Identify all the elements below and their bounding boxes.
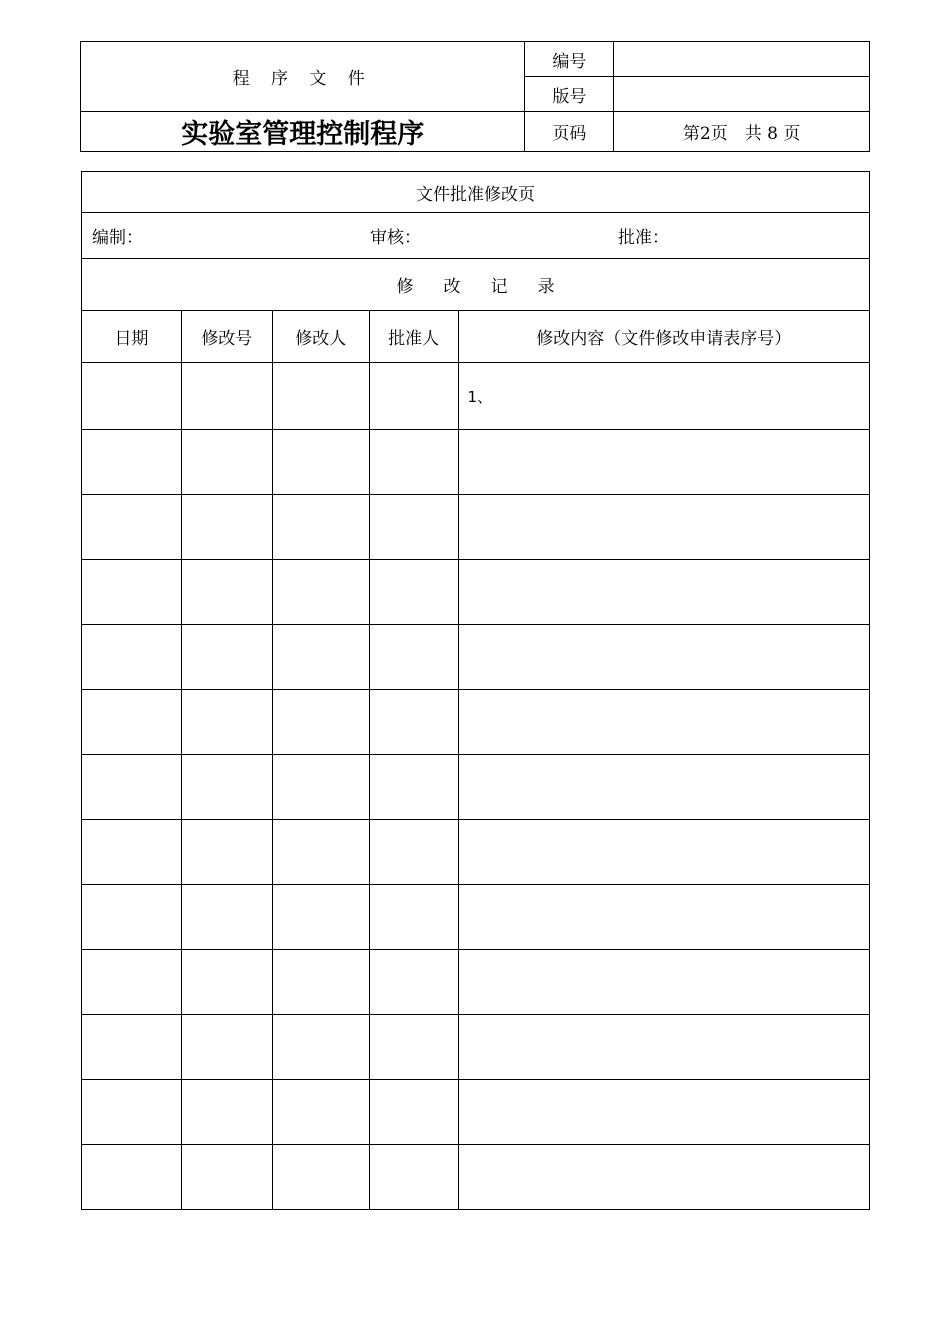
approved-by-label: 批准： — [618, 228, 669, 248]
approver-cell — [369, 495, 458, 560]
table-row — [82, 363, 870, 430]
revision-no-cell — [181, 1145, 272, 1210]
revision-no-cell — [181, 363, 272, 430]
approver-cell — [369, 755, 458, 820]
table-row — [82, 1080, 870, 1145]
revision-no-cell — [181, 755, 272, 820]
date-cell — [82, 430, 182, 495]
content-cell — [458, 1015, 869, 1080]
approver-cell — [369, 1080, 458, 1145]
content-cell — [458, 885, 869, 950]
reviser-cell — [272, 560, 369, 625]
revision-no-cell — [181, 950, 272, 1015]
column-header-reviser: 修改人 — [272, 311, 369, 363]
revision-no-cell — [181, 625, 272, 690]
page-number: 第2页 共 8 页 — [614, 112, 870, 152]
date-cell — [82, 560, 182, 625]
table-row — [82, 1145, 870, 1210]
reviser-cell — [272, 495, 369, 560]
reviser-cell — [272, 1015, 369, 1080]
reviser-cell — [272, 1080, 369, 1145]
content-cell — [458, 625, 869, 690]
date-cell — [82, 1080, 182, 1145]
date-cell — [82, 1015, 182, 1080]
reviser-cell — [272, 430, 369, 495]
date-cell — [82, 820, 182, 885]
number-label: 编号 — [525, 42, 614, 77]
table-row — [82, 560, 870, 625]
approval-revision-table — [81, 171, 870, 1210]
revision-no-cell — [181, 430, 272, 495]
content-cell — [458, 495, 869, 560]
date-cell — [82, 885, 182, 950]
column-header-content: 修改内容（文件修改申请表序号） — [458, 311, 869, 363]
date-cell — [82, 495, 182, 560]
revision-no-cell — [181, 1080, 272, 1145]
table-row — [82, 690, 870, 755]
column-header-revision-no: 修改号 — [181, 311, 272, 363]
table-row — [82, 430, 870, 495]
content-cell — [458, 560, 869, 625]
version-label: 版号 — [525, 77, 614, 112]
document-title: 实验室管理控制程序 — [81, 112, 525, 152]
table-row — [82, 1015, 870, 1080]
content-cell — [458, 690, 869, 755]
table-row — [82, 495, 870, 560]
date-cell — [82, 1145, 182, 1210]
approver-cell — [369, 625, 458, 690]
approver-cell — [369, 820, 458, 885]
reviewed-by-label: 审核： — [370, 228, 421, 248]
document-header-table — [80, 41, 870, 152]
reviser-cell — [272, 690, 369, 755]
content-cell — [458, 1080, 869, 1145]
date-cell — [82, 690, 182, 755]
approver-cell — [369, 363, 458, 430]
content-cell — [458, 820, 869, 885]
date-cell — [82, 950, 182, 1015]
reviser-cell — [272, 820, 369, 885]
revision-column-headers — [82, 311, 870, 363]
page-label: 页码 — [525, 112, 614, 152]
revision-no-cell — [181, 885, 272, 950]
approval-signature-row — [82, 213, 870, 259]
reviser-cell — [272, 1145, 369, 1210]
content-cell — [458, 755, 869, 820]
column-header-approver: 批准人 — [369, 311, 458, 363]
reviser-cell — [272, 950, 369, 1015]
content-cell — [458, 1145, 869, 1210]
table-row — [82, 625, 870, 690]
version-value — [614, 77, 870, 112]
table-row — [82, 755, 870, 820]
number-value — [614, 42, 870, 77]
approver-cell — [369, 430, 458, 495]
revision-record-title: 修改记录 — [82, 259, 870, 311]
table-row — [82, 820, 870, 885]
approver-cell — [369, 1145, 458, 1210]
approval-section-title: 文件批准修改页 — [82, 172, 870, 213]
table-row — [82, 950, 870, 1015]
revision-no-cell — [181, 495, 272, 560]
date-cell — [82, 755, 182, 820]
reviser-cell — [272, 885, 369, 950]
approver-cell — [369, 885, 458, 950]
revision-no-cell — [181, 1015, 272, 1080]
approver-cell — [369, 950, 458, 1015]
revision-no-cell — [181, 560, 272, 625]
approver-cell — [369, 1015, 458, 1080]
content-cell — [458, 950, 869, 1015]
date-cell — [82, 363, 182, 430]
document-type: 程 序 文 件 — [81, 42, 525, 112]
reviser-cell — [272, 755, 369, 820]
compiled-by-label: 编制： — [92, 228, 143, 248]
content-cell: 1、 — [458, 363, 869, 430]
revision-no-cell — [181, 820, 272, 885]
approver-cell — [369, 560, 458, 625]
revision-no-cell — [181, 690, 272, 755]
approver-cell — [369, 690, 458, 755]
reviser-cell — [272, 363, 369, 430]
date-cell — [82, 625, 182, 690]
reviser-cell — [272, 625, 369, 690]
column-header-date: 日期 — [82, 311, 182, 363]
table-row — [82, 885, 870, 950]
content-cell — [458, 430, 869, 495]
